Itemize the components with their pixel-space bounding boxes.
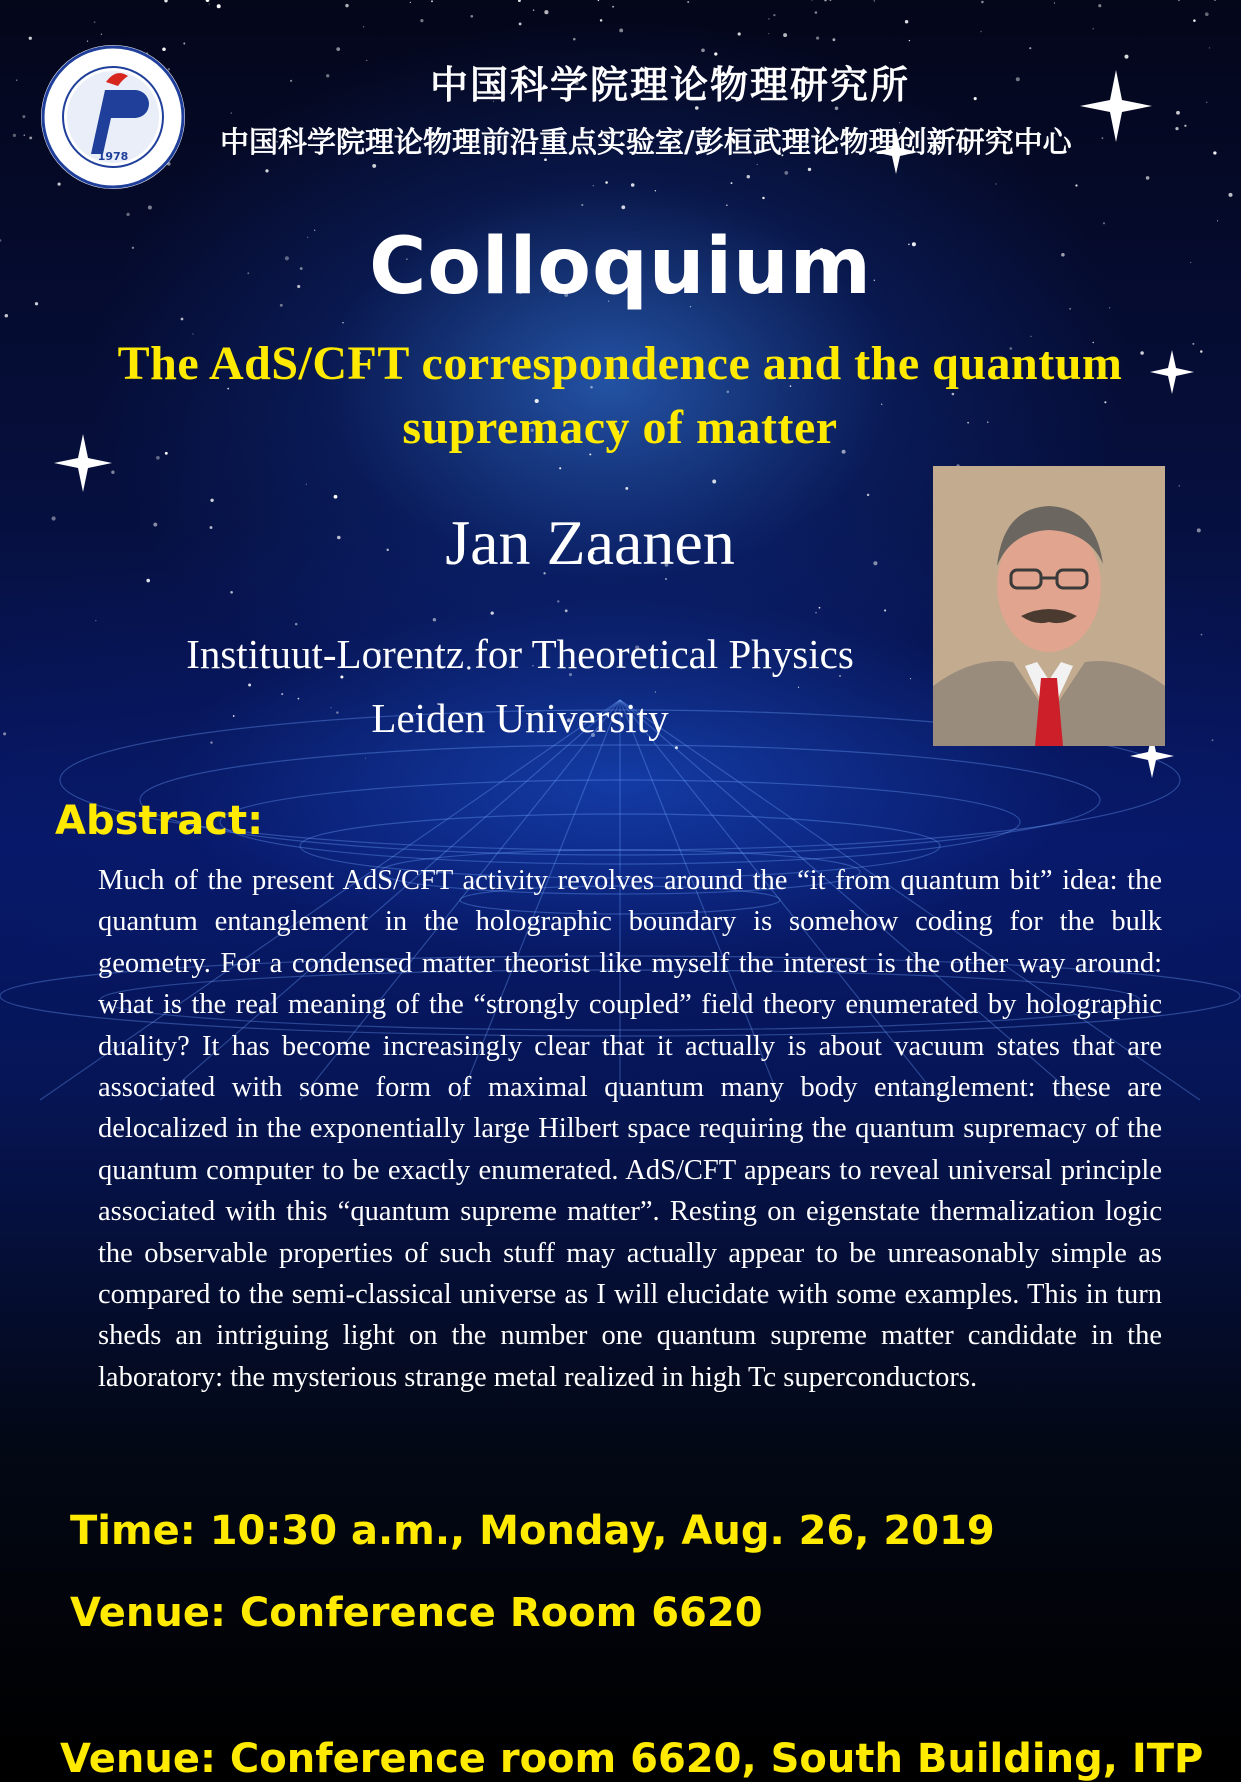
star <box>625 487 628 490</box>
star <box>593 185 594 186</box>
star <box>153 523 157 527</box>
star <box>816 37 819 40</box>
star <box>126 213 129 216</box>
star <box>372 164 376 168</box>
star <box>1175 127 1178 130</box>
star <box>52 516 56 520</box>
star <box>210 526 213 529</box>
star <box>815 612 817 614</box>
star <box>94 21 96 23</box>
star <box>995 183 996 184</box>
star <box>217 4 221 8</box>
star <box>1197 528 1201 532</box>
affiliation-line2: Leiden University <box>371 695 669 741</box>
star <box>726 205 727 206</box>
star <box>605 181 608 184</box>
star <box>1176 111 1180 115</box>
star <box>363 26 364 27</box>
star <box>815 11 818 14</box>
star <box>1125 55 1129 59</box>
star <box>768 18 769 19</box>
talk-title-line2: supremacy of matter <box>402 401 838 454</box>
star <box>783 33 787 37</box>
star <box>1200 350 1203 353</box>
speaker-photo <box>933 466 1165 746</box>
star <box>812 0 813 1</box>
star <box>1179 485 1180 486</box>
star <box>981 1 984 4</box>
speaker-affiliation <box>110 622 930 750</box>
star <box>3 732 6 735</box>
star <box>621 205 625 209</box>
star <box>146 579 150 583</box>
star <box>701 48 705 52</box>
talk-title <box>50 332 1190 460</box>
abstract-text: Much of the present AdS/CFT activity revolves around the “it from quantum bit” idea: the quantum entanglement in the holographic boundary is somehow coding for the bulk geometry. For a condensed matter theorist like myself the interest is the other way around: what is the real meaning of the “strongly coupled” field theory enumerated by holographic duality? It has become increasingly clear that it actually is about vacuum states that are associated with some form of maximal quantum many body entanglement: these are delocalized in the exponentially large Hilbert space requiring the quantum supremacy of the quantum computer to be exactly enumerated. AdS/CFT appears to reveal universal principle associated with this “quantum supreme matter”. Resting on eigenstate thermalization logic the observable properties of such stuff may actually appear to be unreasonably simple as compared to the semi-classical universe as I will elucidate with some examples. This in turn sheds an intriguing light on the number one quantum supreme matter candidate in the laboratory: the mysterious strange metal realized in high Tc superconductors. <box>98 865 1162 1393</box>
itp-logo <box>38 42 188 192</box>
star <box>1184 125 1186 127</box>
star <box>95 620 96 621</box>
star <box>557 600 559 602</box>
star <box>16 80 17 81</box>
event-venue-partial: Venue: Conference room 6620, South Building, ITP <box>60 1736 1204 1782</box>
star <box>573 38 576 41</box>
talk-title-line1: The AdS/CFT correspondence and the quantum <box>117 337 1123 390</box>
event-venue: Venue: Conference Room 6620 <box>70 1590 763 1636</box>
star <box>22 115 25 118</box>
institute-name-cn: 中国科学院理论物理研究所 <box>430 63 911 107</box>
star <box>747 175 750 178</box>
star <box>1193 19 1196 22</box>
star <box>1075 184 1077 186</box>
labs-name-cn: 中国科学院理论物理前沿重点实验室/彭桓武理论物理创新研究中心 <box>220 125 1072 159</box>
star <box>909 40 910 41</box>
star <box>773 14 775 16</box>
star <box>905 20 908 23</box>
star <box>1192 343 1194 345</box>
star <box>420 19 423 22</box>
star <box>738 32 741 35</box>
star <box>1098 4 1101 7</box>
star <box>306 484 307 485</box>
star <box>209 3 210 4</box>
star <box>974 97 977 100</box>
star <box>581 204 583 206</box>
star <box>265 169 268 172</box>
star <box>819 607 821 609</box>
star <box>830 0 832 1</box>
star <box>687 1 689 3</box>
star <box>181 318 184 321</box>
star <box>565 609 568 612</box>
star <box>433 618 436 621</box>
star <box>1178 0 1180 1</box>
star <box>598 0 600 1</box>
star <box>231 113 232 114</box>
star <box>365 758 366 759</box>
star <box>784 171 788 175</box>
event-time: Time: 10:30 a.m., Monday, Aug. 26, 2019 <box>70 1508 995 1554</box>
logo-year: 1978 <box>97 150 129 163</box>
star <box>874 0 875 1</box>
star <box>1029 47 1031 49</box>
star <box>762 197 764 199</box>
star <box>600 19 603 22</box>
star <box>210 499 213 502</box>
star <box>655 190 656 191</box>
star <box>345 4 348 7</box>
star <box>5 314 8 317</box>
star <box>1201 634 1203 636</box>
star <box>470 15 473 18</box>
star <box>366 60 367 61</box>
star <box>29 136 32 139</box>
star <box>24 134 25 135</box>
star <box>431 0 433 2</box>
star <box>884 609 886 611</box>
star <box>867 494 870 497</box>
star <box>619 28 623 32</box>
star <box>410 2 411 3</box>
star <box>491 611 494 614</box>
star <box>559 467 561 469</box>
star <box>808 168 811 171</box>
star <box>1228 193 1232 197</box>
abstract-label: Abstract: <box>55 798 264 844</box>
speaker-name: Jan Zaanen <box>445 507 735 578</box>
star <box>1209 47 1210 48</box>
star <box>873 561 877 565</box>
star <box>612 6 614 8</box>
star <box>334 495 338 499</box>
star <box>712 480 716 484</box>
star <box>29 37 32 40</box>
star <box>1054 2 1055 3</box>
star <box>1205 12 1209 16</box>
star <box>1093 28 1094 29</box>
star <box>13 134 16 137</box>
star <box>518 0 521 2</box>
star <box>1214 0 1215 1</box>
star <box>1206 102 1207 103</box>
star <box>1212 739 1214 741</box>
star <box>1146 176 1150 180</box>
star <box>833 38 836 41</box>
star <box>290 80 292 82</box>
star <box>824 0 827 1</box>
star <box>326 74 329 77</box>
star <box>230 591 233 594</box>
star <box>148 205 152 209</box>
star <box>980 31 982 33</box>
star <box>631 183 635 187</box>
star <box>336 47 340 51</box>
star <box>731 182 733 184</box>
star <box>101 33 102 34</box>
star <box>111 471 114 474</box>
star <box>1213 151 1216 154</box>
star <box>544 10 548 14</box>
star <box>768 33 769 34</box>
star <box>533 9 534 10</box>
star <box>519 22 522 25</box>
event-type: Colloquium <box>369 222 872 312</box>
star <box>1102 137 1104 139</box>
star <box>757 164 758 165</box>
star <box>206 0 210 2</box>
star <box>1016 77 1020 81</box>
star <box>164 0 167 2</box>
star <box>342 322 343 323</box>
star <box>337 536 341 540</box>
affiliation-line1: Instituut-Lorentz for Theoretical Physics <box>186 631 854 677</box>
sparkle-icon <box>1080 70 1152 142</box>
